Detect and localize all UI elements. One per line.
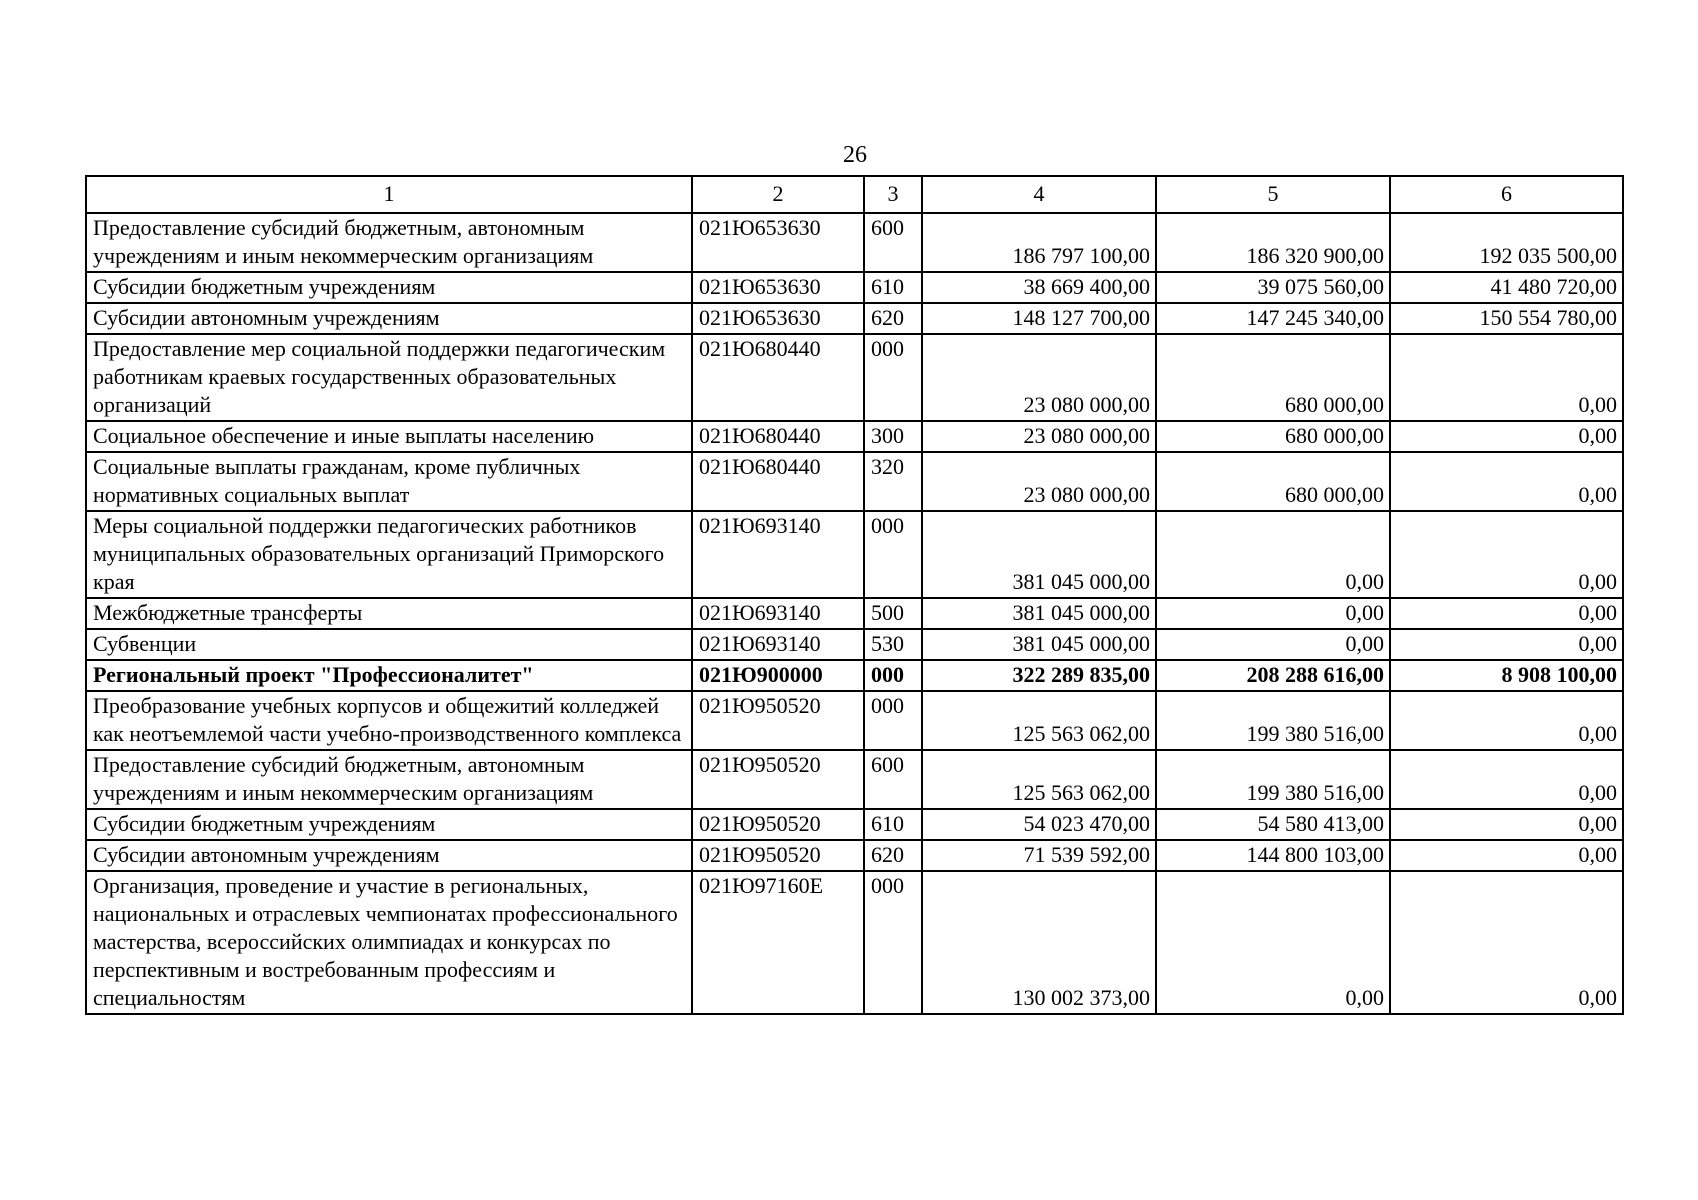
row-value-col4-cell: 186 797 100,00 [922,213,1156,272]
row-value-col6-cell: 0,00 [1390,629,1623,660]
row-code-cell: 021Ю950520 [692,840,864,871]
row-value-col4-cell: 23 080 000,00 [922,334,1156,421]
row-value-col5-cell: 0,00 [1156,871,1390,1014]
row-type-cell: 000 [864,334,922,421]
column-header-3: 3 [864,176,922,213]
row-value-col4-cell: 381 045 000,00 [922,598,1156,629]
table-row [86,421,1623,452]
row-value-col5-cell: 186 320 900,00 [1156,213,1390,272]
row-value-col6-cell: 0,00 [1390,840,1623,871]
row-name-cell: Преобразование учебных корпусов и общежитий колледжей как неотъемлемой части учебно-производственного комплекса [86,691,692,750]
row-code-cell: 021Ю950520 [692,809,864,840]
column-header-2: 2 [692,176,864,213]
table-row [86,511,1623,598]
row-code-cell: 021Ю653630 [692,272,864,303]
row-value-col5-cell: 199 380 516,00 [1156,750,1390,809]
row-name-cell: Субвенции [86,629,692,660]
column-header-6: 6 [1390,176,1623,213]
row-value-col6-cell: 41 480 720,00 [1390,272,1623,303]
row-value-col4-cell: 71 539 592,00 [922,840,1156,871]
table-row [86,629,1623,660]
row-code-cell: 021Ю680440 [692,421,864,452]
row-value-col6-cell: 192 035 500,00 [1390,213,1623,272]
row-name-cell: Субсидии автономным учреждениям [86,303,692,334]
row-value-col4-cell: 322 289 835,00 [922,660,1156,691]
row-type-cell: 000 [864,511,922,598]
row-value-col5-cell: 144 800 103,00 [1156,840,1390,871]
row-value-col4-cell: 23 080 000,00 [922,452,1156,511]
row-type-cell: 000 [864,871,922,1014]
row-value-col4-cell: 125 563 062,00 [922,691,1156,750]
row-code-cell: 021Ю97160Е [692,871,864,1014]
table-row [86,598,1623,629]
row-code-cell: 021Ю900000 [692,660,864,691]
row-type-cell: 610 [864,809,922,840]
row-value-col4-cell: 23 080 000,00 [922,421,1156,452]
row-value-col6-cell: 0,00 [1390,421,1623,452]
table-header-row [86,176,1623,213]
row-name-cell: Субсидии бюджетным учреждениям [86,272,692,303]
row-value-col6-cell: 0,00 [1390,511,1623,598]
row-type-cell: 300 [864,421,922,452]
row-value-col6-cell: 0,00 [1390,334,1623,421]
column-header-5: 5 [1156,176,1390,213]
row-value-col5-cell: 54 580 413,00 [1156,809,1390,840]
row-value-col4-cell: 130 002 373,00 [922,871,1156,1014]
row-type-cell: 320 [864,452,922,511]
row-value-col5-cell: 0,00 [1156,629,1390,660]
row-value-col6-cell: 8 908 100,00 [1390,660,1623,691]
page-number: 26 [843,142,867,168]
row-value-col6-cell: 150 554 780,00 [1390,303,1623,334]
row-name-cell: Организация, проведение и участие в региональных, национальных и отраслевых чемпионатах профессионального мастерства, всероссийских олимпиадах и конкурсах по перспективным и востребованным профессиям и специальностям [86,871,692,1014]
row-name-cell: Предоставление субсидий бюджетным, автономным учреждениям и иным некоммерческим организациям [86,213,692,272]
table-row [86,303,1623,334]
row-type-cell: 500 [864,598,922,629]
budget-table [85,175,1624,1015]
row-type-cell: 620 [864,303,922,334]
row-value-col4-cell: 148 127 700,00 [922,303,1156,334]
row-code-cell: 021Ю693140 [692,598,864,629]
table-row [86,213,1623,272]
table-row [86,871,1623,1014]
row-value-col5-cell: 680 000,00 [1156,334,1390,421]
row-name-cell: Предоставление субсидий бюджетным, автономным учреждениям и иным некоммерческим организациям [86,750,692,809]
row-value-col4-cell: 38 669 400,00 [922,272,1156,303]
row-name-cell: Субсидии автономным учреждениям [86,840,692,871]
table-row [86,809,1623,840]
row-code-cell: 021Ю950520 [692,691,864,750]
row-code-cell: 021Ю653630 [692,213,864,272]
row-name-cell: Региональный проект "Профессионалитет" [86,660,692,691]
column-header-4: 4 [922,176,1156,213]
table-row [86,334,1623,421]
row-value-col6-cell: 0,00 [1390,871,1623,1014]
row-name-cell: Предоставление мер социальной поддержки педагогическим работникам краевых государственных образовательных организаций [86,334,692,421]
row-value-col4-cell: 381 045 000,00 [922,629,1156,660]
table-row [86,840,1623,871]
row-value-col5-cell: 0,00 [1156,511,1390,598]
row-type-cell: 600 [864,750,922,809]
row-type-cell: 000 [864,660,922,691]
table-row [86,272,1623,303]
row-name-cell: Субсидии бюджетным учреждениям [86,809,692,840]
row-value-col6-cell: 0,00 [1390,691,1623,750]
row-code-cell: 021Ю693140 [692,629,864,660]
row-value-col5-cell: 680 000,00 [1156,421,1390,452]
row-type-cell: 600 [864,213,922,272]
row-value-col5-cell: 680 000,00 [1156,452,1390,511]
row-value-col5-cell: 39 075 560,00 [1156,272,1390,303]
row-type-cell: 610 [864,272,922,303]
table-row [86,691,1623,750]
row-code-cell: 021Ю680440 [692,334,864,421]
row-value-col6-cell: 0,00 [1390,809,1623,840]
row-name-cell: Межбюджетные трансферты [86,598,692,629]
row-code-cell: 021Ю653630 [692,303,864,334]
row-name-cell: Социальное обеспечение и иные выплаты населению [86,421,692,452]
table-row [86,660,1623,691]
row-code-cell: 021Ю680440 [692,452,864,511]
row-type-cell: 620 [864,840,922,871]
row-value-col4-cell: 125 563 062,00 [922,750,1156,809]
row-type-cell: 000 [864,691,922,750]
row-value-col5-cell: 199 380 516,00 [1156,691,1390,750]
column-header-1: 1 [86,176,692,213]
row-code-cell: 021Ю693140 [692,511,864,598]
row-value-col4-cell: 54 023 470,00 [922,809,1156,840]
row-name-cell: Меры социальной поддержки педагогических работников муниципальных образовательных организаций Приморского края [86,511,692,598]
row-type-cell: 530 [864,629,922,660]
row-value-col6-cell: 0,00 [1390,598,1623,629]
row-value-col6-cell: 0,00 [1390,750,1623,809]
row-value-col5-cell: 208 288 616,00 [1156,660,1390,691]
table-row [86,452,1623,511]
row-value-col4-cell: 381 045 000,00 [922,511,1156,598]
row-name-cell: Социальные выплаты гражданам, кроме публичных нормативных социальных выплат [86,452,692,511]
row-value-col6-cell: 0,00 [1390,452,1623,511]
row-code-cell: 021Ю950520 [692,750,864,809]
row-value-col5-cell: 147 245 340,00 [1156,303,1390,334]
table-row [86,750,1623,809]
row-value-col5-cell: 0,00 [1156,598,1390,629]
